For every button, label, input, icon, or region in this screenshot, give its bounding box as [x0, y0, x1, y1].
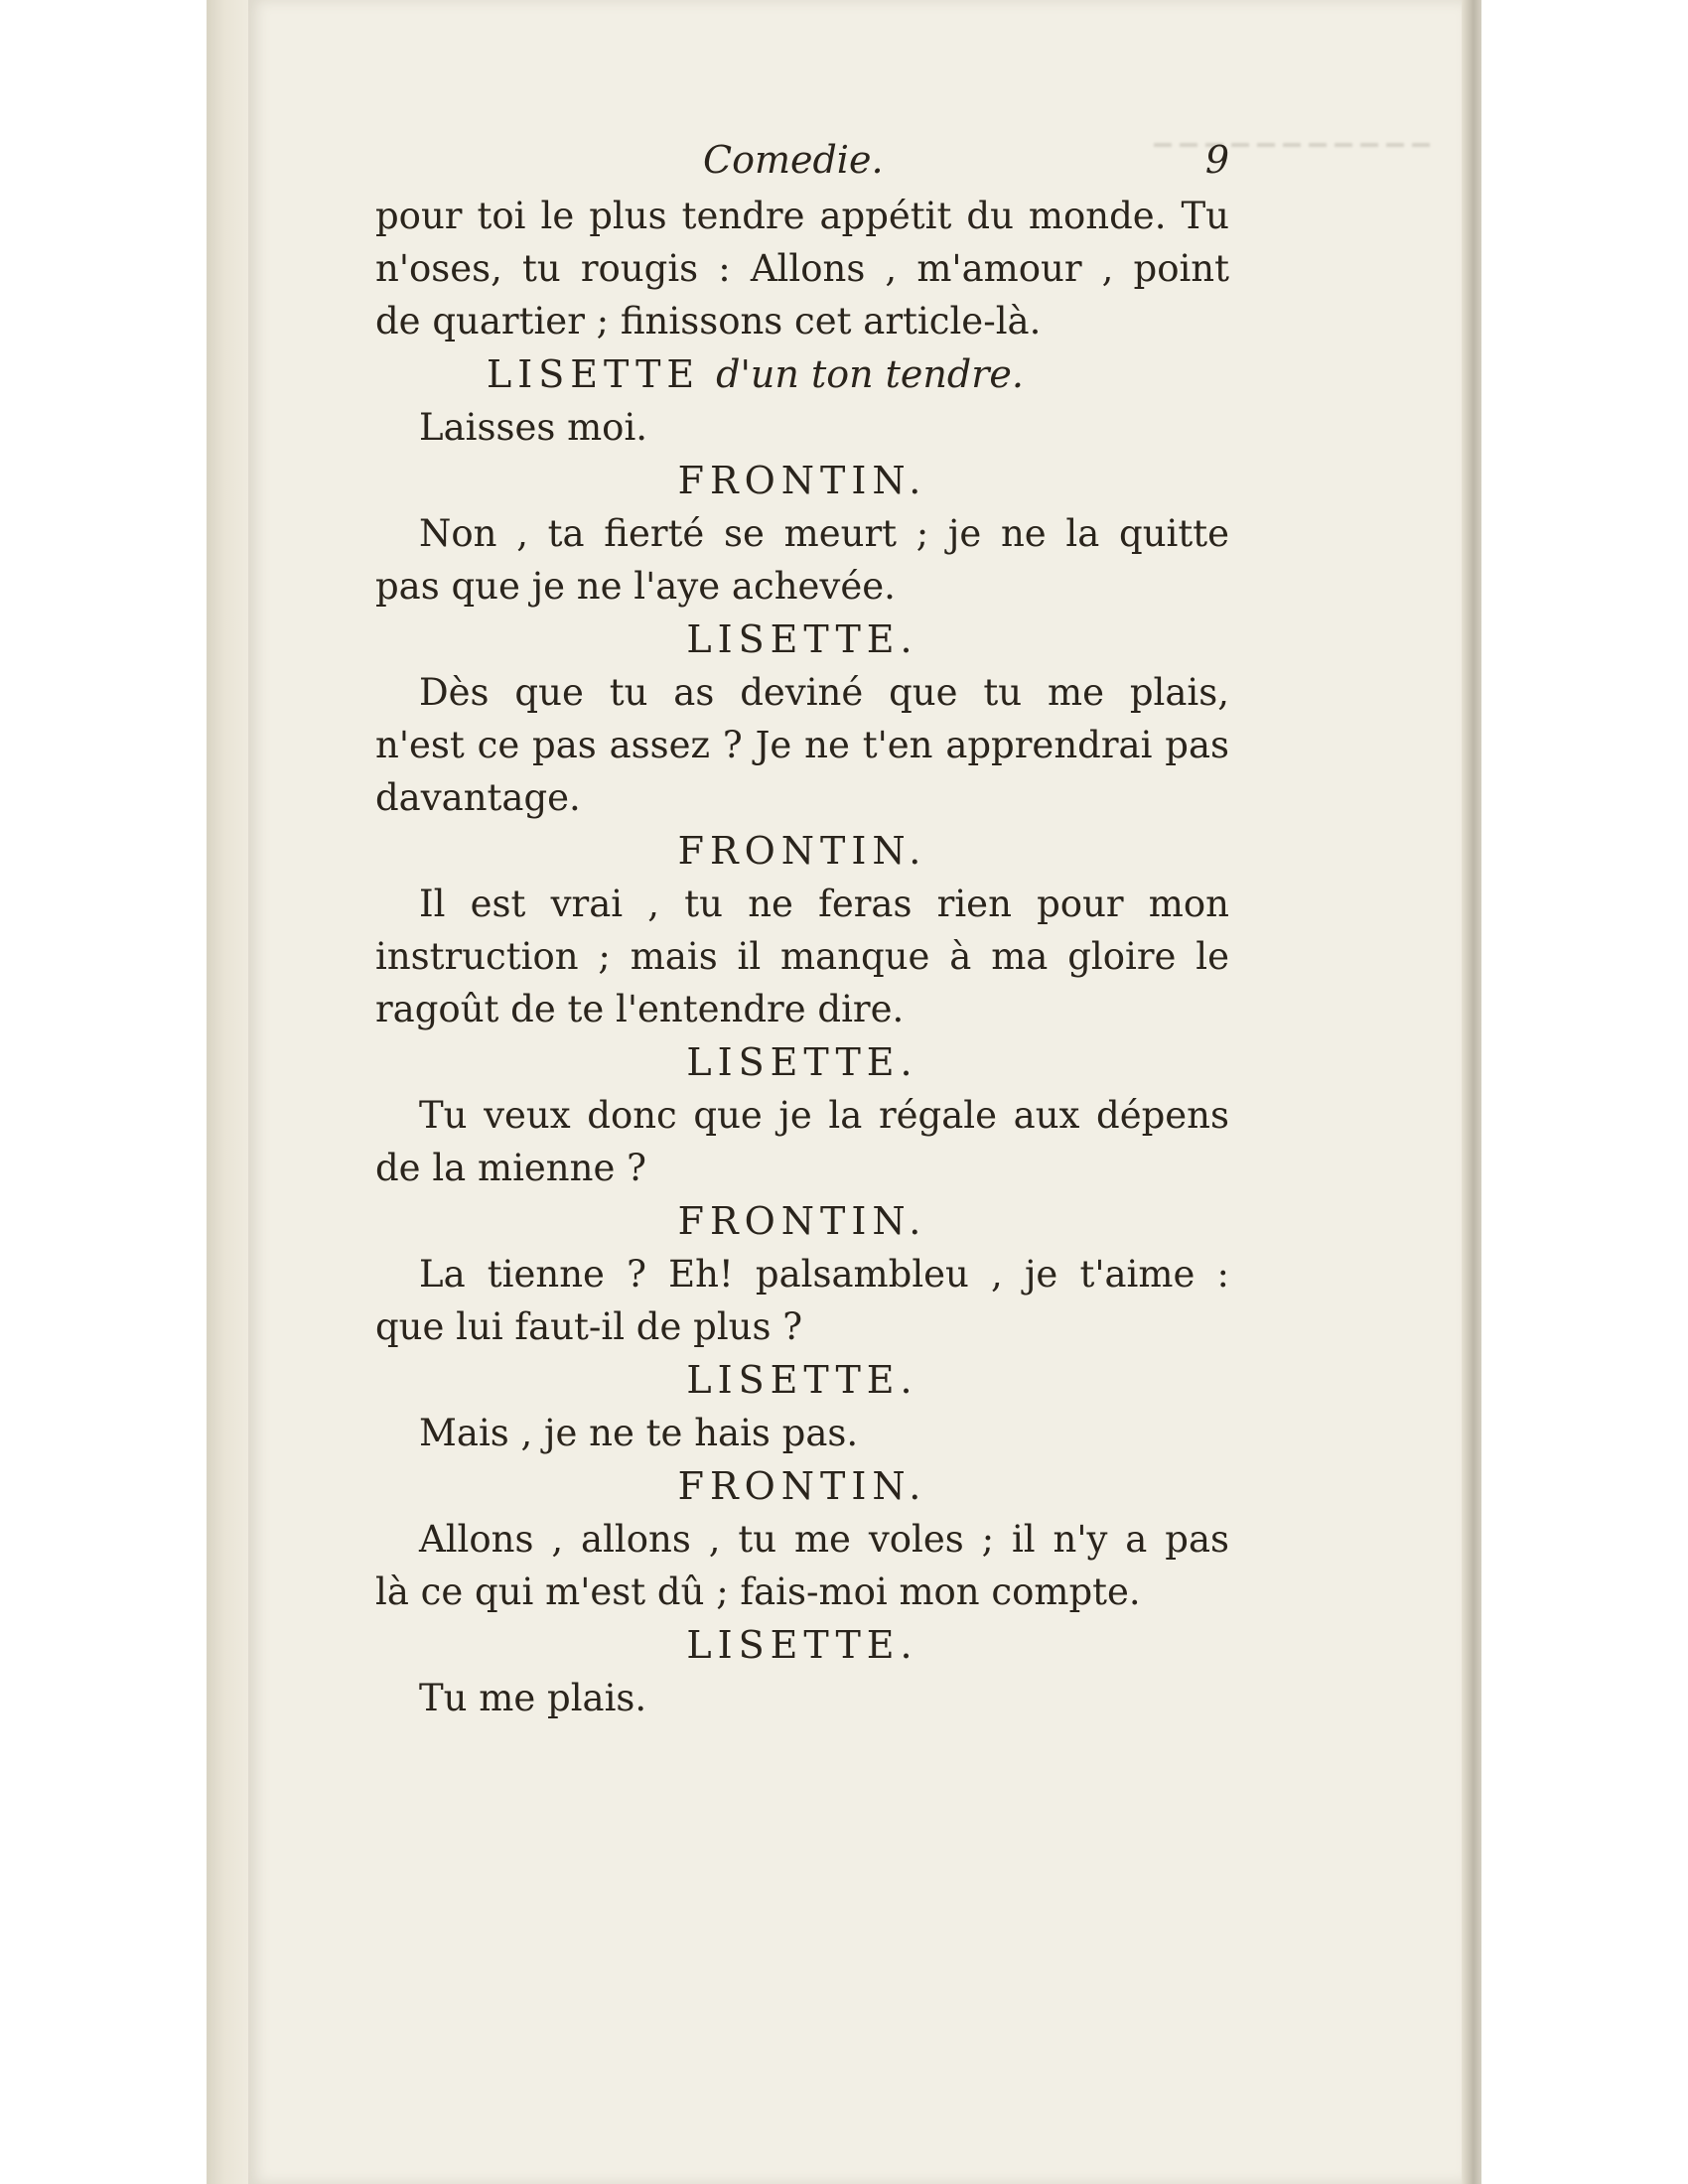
- dialogue-paragraph: [375, 1672, 1229, 1724]
- speaker-label: LISETTE: [487, 352, 701, 396]
- speaker-name: [375, 1035, 1229, 1089]
- text-line: ragoût de te l'entendre dire.: [375, 988, 905, 1030]
- text-line: pas que je ne l'aye achevée.: [375, 565, 896, 608]
- running-head: [375, 134, 1229, 190]
- text-line: Laisses moi.: [419, 406, 648, 449]
- text-line: Tu me plais.: [419, 1677, 647, 1719]
- dialogue-paragraph: [375, 1513, 1229, 1618]
- page-text: [375, 134, 1229, 1724]
- dialogue-paragraph: [375, 401, 1229, 454]
- dialogue-body: [375, 190, 1229, 1724]
- dialogue-paragraph: [375, 878, 1229, 1035]
- speaker-label: FRONTIN.: [677, 459, 927, 502]
- speaker-name: [375, 1194, 1229, 1248]
- text-line: Tu veux donc que je la régale aux dépens: [419, 1094, 1229, 1137]
- dialogue-paragraph: [375, 190, 1229, 347]
- text-line: Mais , je ne te hais pas.: [419, 1412, 859, 1454]
- speaker-name: [375, 454, 1229, 507]
- dialogue-paragraph: [375, 666, 1229, 824]
- book-gutter-edge: [207, 0, 248, 2184]
- speaker-label: LISETTE.: [686, 1358, 918, 1402]
- text-line: que lui faut-il de plus ?: [375, 1305, 803, 1348]
- dialogue-paragraph: [375, 1089, 1229, 1194]
- text-line: n'est ce pas assez ? Je ne t'en apprendrai pas: [375, 724, 1229, 766]
- running-title: Comedie.: [703, 138, 884, 182]
- speaker-label: LISETTE.: [686, 617, 918, 661]
- text-line: instruction ; mais il manque à ma gloire le: [375, 935, 1229, 978]
- text-line: La tienne ? Eh! palsambleu , je t'aime :: [419, 1253, 1229, 1296]
- speaker-name: [375, 824, 1229, 878]
- text-line: de quartier ; finissons cet article-là.: [375, 300, 1042, 342]
- speaker-label: LISETTE.: [686, 1623, 918, 1667]
- speaker-name: [375, 613, 1229, 666]
- speaker-name: [375, 1618, 1229, 1672]
- dialogue-paragraph: [375, 1407, 1229, 1459]
- dialogue-paragraph: [375, 1248, 1229, 1353]
- text-line: là ce qui m'est dû ; fais-moi mon compte.: [375, 1570, 1141, 1613]
- speaker-label: FRONTIN.: [677, 829, 927, 873]
- speaker-label: FRONTIN.: [677, 1199, 927, 1243]
- text-line: Allons , allons , tu me voles ; il n'y a pas: [419, 1518, 1229, 1561]
- text-line: Il est vrai , tu ne feras rien pour mon: [419, 883, 1229, 925]
- speaker-label: FRONTIN.: [677, 1464, 927, 1508]
- text-line: n'oses, tu rougis : Allons , m'amour , point: [375, 247, 1229, 290]
- stage-direction: d'un ton tendre.: [716, 352, 1024, 396]
- text-line: pour toi le plus tendre appétit du monde. Tu: [375, 195, 1229, 237]
- page-number: 9: [1204, 138, 1229, 182]
- text-line: davantage.: [375, 776, 581, 819]
- speaker-name: [375, 1353, 1229, 1407]
- dialogue-paragraph: [375, 507, 1229, 613]
- speaker-name: [375, 347, 1229, 401]
- text-line: Non , ta fierté se meurt ; je ne la quitte: [419, 512, 1229, 555]
- text-line: de la mienne ?: [375, 1147, 646, 1189]
- page-fore-edge: [1462, 0, 1481, 2184]
- text-line: Dès que tu as deviné que tu me plais,: [419, 671, 1229, 714]
- speaker-name: [375, 1459, 1229, 1513]
- speaker-label: LISETTE.: [686, 1040, 918, 1084]
